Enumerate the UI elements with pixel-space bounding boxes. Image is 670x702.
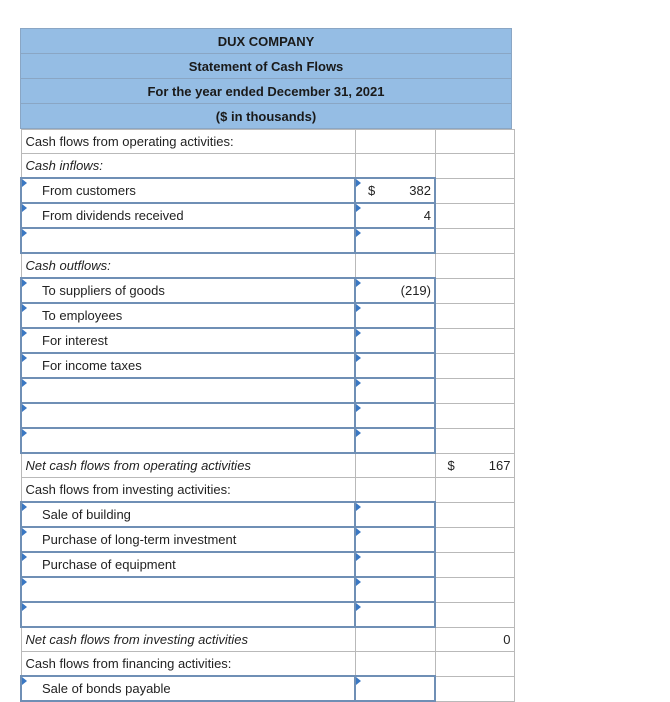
to-suppliers-value: (219)	[400, 283, 431, 298]
for-income-taxes-input[interactable]: For income taxes	[21, 353, 355, 378]
sale-of-bonds-amount[interactable]	[355, 676, 435, 701]
from-dividends-value: 4	[423, 208, 431, 223]
table-row	[21, 328, 514, 353]
to-suppliers-input[interactable]: To suppliers of goods	[21, 278, 355, 303]
statement-table	[20, 129, 515, 702]
table-row	[21, 502, 514, 527]
dollar-sign: $	[368, 183, 376, 198]
table-row	[21, 577, 514, 602]
table-row	[21, 527, 514, 552]
net-investing-label: Net cash flows from investing activities	[21, 627, 355, 652]
cash-flow-statement	[20, 28, 512, 702]
investing-header: Cash flows from investing activities:	[21, 478, 355, 503]
net-operating-amount	[435, 453, 514, 478]
net-investing-amount	[435, 627, 514, 652]
financing-header: Cash flows from financing activities:	[21, 652, 355, 677]
table-row	[21, 253, 514, 278]
table-row	[21, 602, 514, 627]
dollar-sign: $	[447, 457, 455, 473]
blank-label-input[interactable]	[21, 378, 355, 403]
blank-amount-input[interactable]	[355, 228, 435, 253]
blank-label-input[interactable]	[21, 403, 355, 428]
net-operating-value: 167	[488, 457, 511, 473]
sale-of-bonds-input[interactable]: Sale of bonds payable	[21, 676, 355, 701]
table-row	[21, 154, 514, 179]
net-investing-value: 0	[503, 631, 511, 647]
blank-label-input[interactable]	[21, 577, 355, 602]
from-dividends-amount[interactable]	[355, 203, 435, 228]
for-interest-amount[interactable]	[355, 328, 435, 353]
from-customers-input[interactable]: From customers	[21, 178, 355, 203]
table-row	[21, 130, 514, 154]
blank-amount-input[interactable]	[355, 403, 435, 428]
blank-label-input[interactable]	[21, 602, 355, 627]
purchase-lt-investment-input[interactable]: Purchase of long-term investment	[21, 527, 355, 552]
statement-units: ($ in thousands)	[20, 104, 512, 129]
table-row	[21, 478, 514, 503]
to-employees-amount[interactable]	[355, 303, 435, 328]
net-operating-label: Net cash flows from operating activities	[21, 453, 355, 478]
table-row	[21, 278, 514, 303]
table-row	[21, 627, 514, 652]
blank-amount-input[interactable]	[355, 577, 435, 602]
company-name: DUX COMPANY	[20, 28, 512, 54]
blank-amount-input[interactable]	[355, 428, 435, 453]
table-row	[21, 178, 514, 203]
sale-of-building-amount[interactable]	[355, 502, 435, 527]
blank-label-input[interactable]	[21, 428, 355, 453]
purchase-equipment-amount[interactable]	[355, 552, 435, 577]
blank-amount-input[interactable]	[355, 602, 435, 627]
table-row	[21, 552, 514, 577]
table-row	[21, 428, 514, 453]
cash-inflows-label: Cash inflows:	[21, 154, 355, 179]
statement-period: For the year ended December 31, 2021	[20, 79, 512, 104]
table-row	[21, 203, 514, 228]
to-suppliers-amount[interactable]	[355, 278, 435, 303]
blank-amount-input[interactable]	[355, 378, 435, 403]
cash-outflows-label: Cash outflows:	[21, 253, 355, 278]
table-row	[21, 652, 514, 677]
table-row	[21, 403, 514, 428]
from-customers-value: 382	[409, 183, 431, 198]
purchase-lt-investment-amount[interactable]	[355, 527, 435, 552]
table-row	[21, 228, 514, 253]
table-row	[21, 676, 514, 701]
from-customers-amount[interactable]	[355, 178, 435, 203]
sale-of-building-input[interactable]: Sale of building	[21, 502, 355, 527]
for-income-taxes-amount[interactable]	[355, 353, 435, 378]
table-row	[21, 453, 514, 478]
operating-header: Cash flows from operating activities:	[21, 130, 355, 154]
table-row	[21, 303, 514, 328]
for-interest-input[interactable]: For interest	[21, 328, 355, 353]
from-dividends-input[interactable]: From dividends received	[21, 203, 355, 228]
statement-title: Statement of Cash Flows	[20, 54, 512, 79]
purchase-equipment-input[interactable]: Purchase of equipment	[21, 552, 355, 577]
blank-label-input[interactable]	[21, 228, 355, 253]
to-employees-input[interactable]: To employees	[21, 303, 355, 328]
table-row	[21, 353, 514, 378]
table-row	[21, 378, 514, 403]
